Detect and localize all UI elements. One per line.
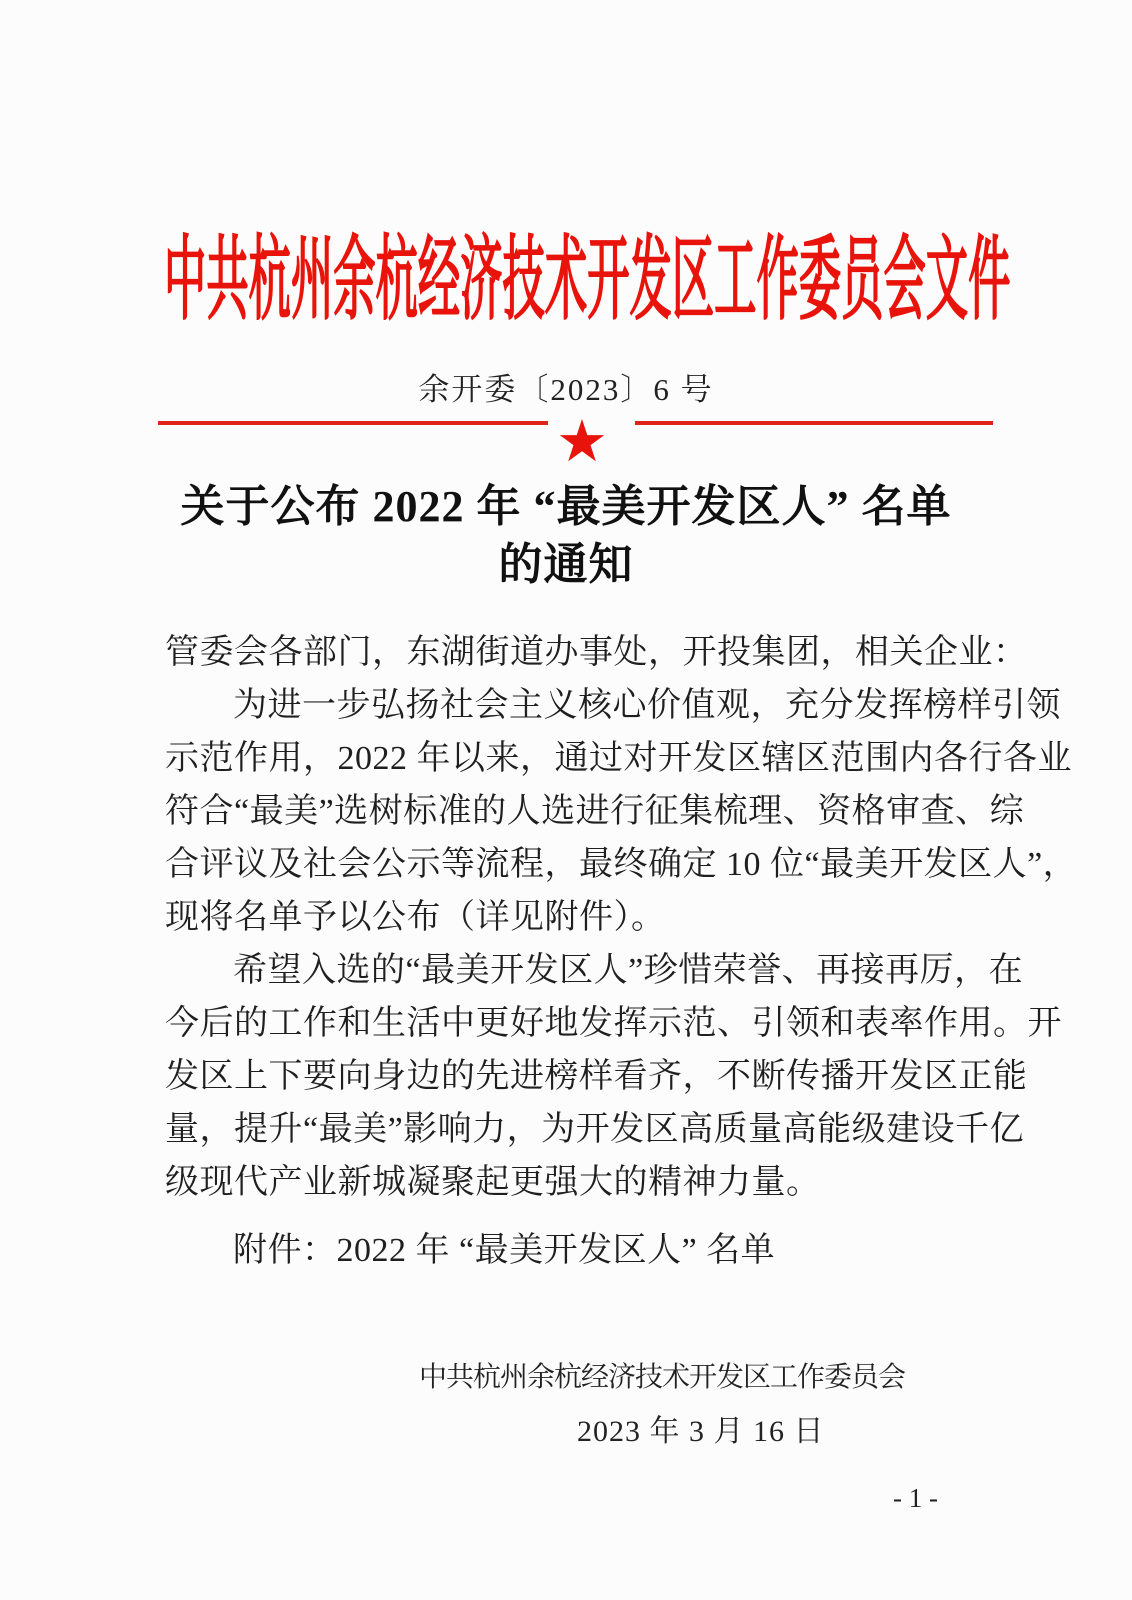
red-star-icon: ★ [556, 407, 608, 475]
body-line: 示范作用，2022 年以来，通过对开发区辖区范围内各行各业 [165, 740, 1072, 777]
body-line: 符合“最美”选树标准的人选进行征集梳理、资格审查、综 [165, 793, 1025, 830]
body-line: 今后的工作和生活中更好地发挥示范、引领和表率作用。开 [165, 1005, 1062, 1042]
body-line: 发区上下要向身边的先进榜样看齐，不断传播开发区正能 [165, 1058, 1028, 1095]
signature-date: 2023 年 3 月 16 日 [577, 1415, 825, 1448]
red-rule-left [158, 421, 548, 425]
body-line: 管委会各部门，东湖街道办事处，开投集团，相关企业： [165, 634, 1028, 671]
body-line: 量，提升“最美”影响力，为开发区高质量高能级建设千亿 [165, 1111, 1025, 1148]
document-header-title: 中共杭州余杭经济技术开发区工作委员会文件 [164, 229, 1011, 331]
body-line: 级现代产业新城凝聚起更强大的精神力量。 [165, 1164, 821, 1201]
red-rule-right [635, 421, 993, 425]
body-line: 合评议及社会公示等流程，最终确定 10 位“最美开发区人”， [165, 846, 1078, 883]
notice-title-line2: 的通知 [498, 540, 634, 589]
body-line: 为进一步弘扬社会主义核心价值观，充分发挥榜样引领 [233, 687, 1061, 724]
page-number: - 1 - [893, 1483, 938, 1513]
notice-body [165, 626, 1078, 1209]
body-line: 现将名单予以公布（详见附件）。 [165, 899, 666, 936]
signature-organization: 中共杭州余杭经济技术开发区工作委员会 [418, 1362, 905, 1393]
body-line: 希望入选的“最美开发区人”珍惜荣誉、再接再厉，在 [233, 952, 1024, 989]
attachment-line: 附件：2022 年 “最美开发区人” 名单 [233, 1232, 776, 1269]
notice-title-line1: 关于公布 2022 年 “最美开发区人” 名单 [180, 482, 952, 531]
document-number: 余开委〔2023〕6 号 [418, 372, 714, 407]
notice-title [0, 478, 1132, 594]
